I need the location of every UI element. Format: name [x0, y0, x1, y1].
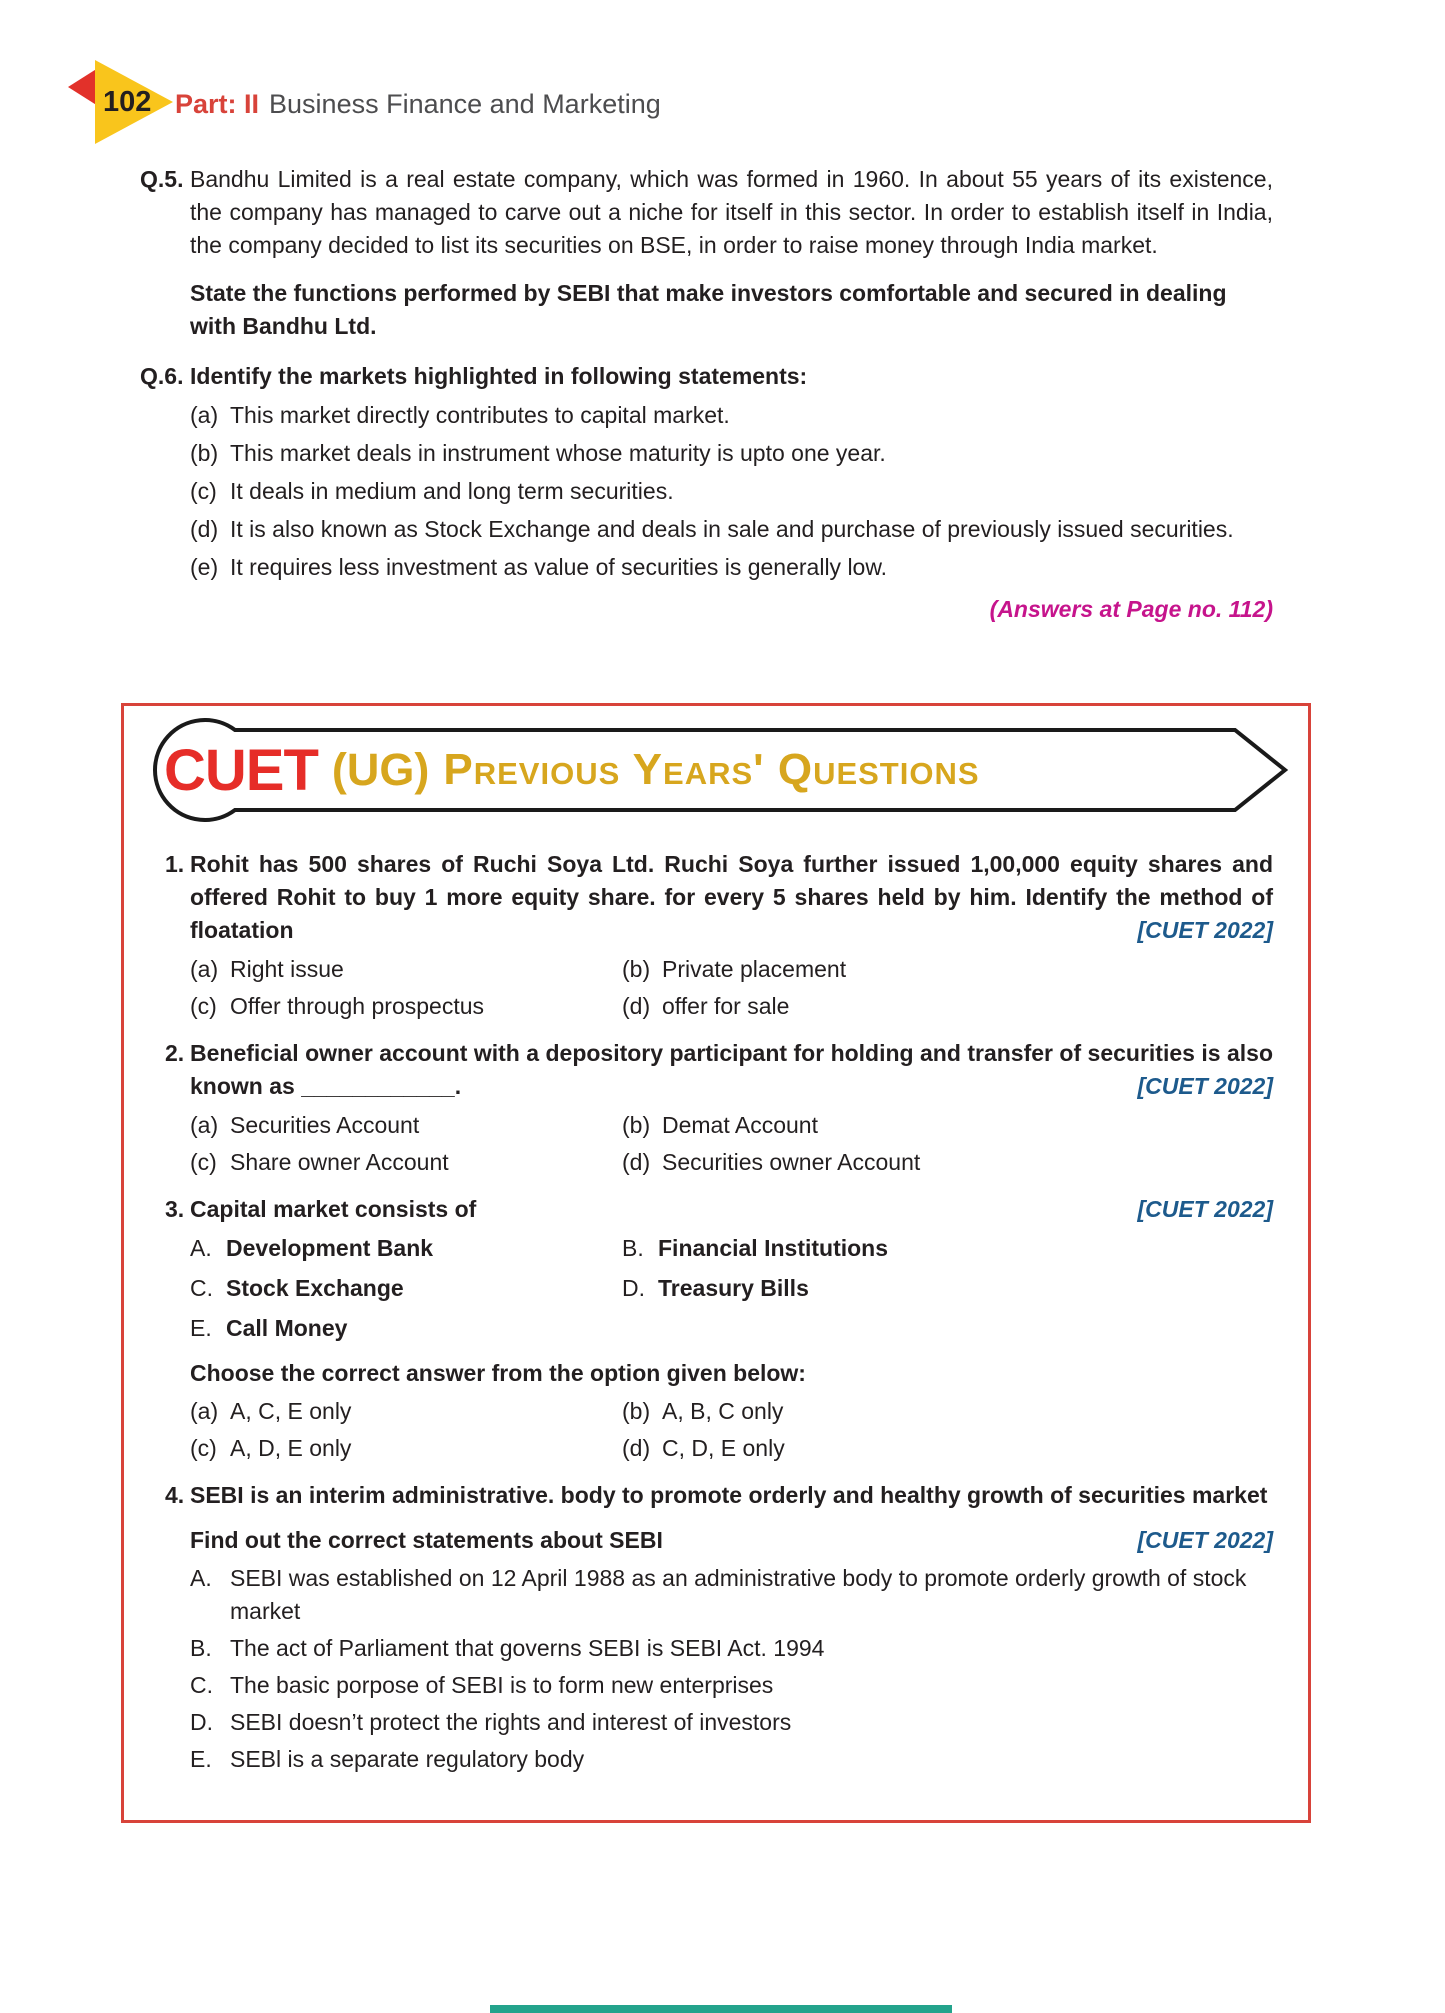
instruction-text: Choose the correct answer from the option given below: [190, 1360, 806, 1386]
question-stem [190, 1193, 1273, 1226]
option-text: Right issue [230, 956, 344, 982]
statement-label: E. [190, 1746, 212, 1772]
statement-text: The basic porpose of SEBI is to form new enterprises [230, 1672, 774, 1698]
part-title: Business Finance and Marketing [269, 89, 661, 119]
option-label: (a) [190, 1112, 219, 1138]
subitem-label: (d) [190, 516, 219, 542]
question-instruction [190, 1524, 1273, 1557]
option-item [190, 1109, 622, 1142]
statement-label: A. [190, 1565, 212, 1591]
choice-text: Treasury Bills [658, 1275, 809, 1301]
answers-note: (Answers at Page no. 112) [989, 596, 1273, 622]
subitem-label: (c) [190, 478, 217, 504]
subitem-text: It deals in medium and long term securities. [230, 478, 674, 504]
option-item [622, 1432, 1273, 1465]
option-text: offer for sale [662, 993, 790, 1019]
option-text: A, D, E only [230, 1435, 352, 1461]
choice-item [190, 1232, 622, 1265]
option-item [190, 1432, 622, 1465]
choice-label: B. [622, 1235, 644, 1261]
option-text: Securities Account [230, 1112, 420, 1138]
option-row [190, 1395, 1273, 1428]
subitem-label: (b) [190, 440, 219, 466]
subitem-label: (e) [190, 554, 219, 580]
question-stem [190, 1037, 1273, 1103]
option-row [190, 1432, 1273, 1465]
exercise-subitem [190, 513, 1273, 546]
option-text: C, D, E only [662, 1435, 785, 1461]
statement-label: C. [190, 1672, 213, 1698]
option-label: (b) [622, 956, 651, 982]
statement-text: SEBl is a separate regulatory body [230, 1746, 585, 1772]
exercise-subitem [190, 437, 1273, 470]
choice-text: Financial Institutions [658, 1235, 889, 1261]
red-triangle-icon [68, 68, 98, 106]
option-label: (a) [190, 956, 219, 982]
subitem-text: This market deals in instrument whose maturity is upto one year. [230, 440, 886, 466]
exercise-subitem [190, 475, 1273, 508]
page-bottom-accent-bar [490, 2005, 952, 2013]
choice-item [622, 1232, 1273, 1265]
option-text: Offer through prospectus [230, 993, 484, 1019]
question-number: 4. [165, 1482, 185, 1508]
subitem-label: (a) [190, 402, 219, 428]
option-text: Share owner Account [230, 1149, 449, 1175]
choice-list-row [190, 1272, 1273, 1305]
option-label: (c) [190, 993, 217, 1019]
statement-text: SEBI doesn’t protect the rights and interest of investors [230, 1709, 792, 1735]
statement-text: The act of Parliament that governs SEBI is SEBI Act. 1994 [230, 1635, 825, 1661]
cite-tag: [CUET 2022] [1137, 917, 1273, 943]
cuet-banner-text [164, 718, 980, 822]
cite-tag: [CUET 2022] [1137, 1527, 1273, 1553]
option-row [190, 1146, 1273, 1179]
cuet-question [165, 1193, 1273, 1465]
statement-row [190, 1632, 1273, 1665]
choice-list-row [190, 1312, 1273, 1345]
subitem-text: It is also known as Stock Exchange and deals in sale and purchase of previously issued securities. [230, 516, 1234, 542]
option-label: (d) [622, 1149, 651, 1175]
choice-text: Call Money [226, 1315, 348, 1341]
option-label: (c) [190, 1149, 217, 1175]
option-item [190, 1146, 622, 1179]
option-text: Securities owner Account [662, 1149, 921, 1175]
option-item [622, 1395, 1273, 1428]
question-stem: Identify the markets highlighted in following statements: [190, 363, 808, 389]
cite-tag: [CUET 2022] [1137, 1196, 1273, 1222]
question-directive: State the functions performed by SEBI that make investors comfortable and secured in dealing with Bandhu Ltd. [190, 280, 1227, 339]
choice-item [190, 1312, 1273, 1345]
exercise-subitem [190, 551, 1273, 584]
choice-label: C. [190, 1275, 213, 1301]
cuet-level: (UG) [331, 744, 430, 795]
choice-text: Development Bank [226, 1235, 434, 1261]
statement-label: B. [190, 1635, 212, 1661]
question-stem-text: SEBI is an interim administrative. body to promote orderly and healthy growth of securities market [190, 1482, 1268, 1508]
option-row [190, 990, 1273, 1023]
choice-item [622, 1272, 1273, 1305]
exercise-section [140, 163, 1273, 623]
option-label: (b) [622, 1398, 651, 1424]
option-item [622, 1109, 1273, 1142]
question-number: 1. [165, 851, 185, 877]
cite-tag: [CUET 2022] [1137, 1073, 1273, 1099]
choice-label: A. [190, 1235, 212, 1261]
cuet-questions-list [124, 822, 1308, 1776]
question-q6 [140, 360, 1273, 584]
cuet-section-box [121, 703, 1311, 1823]
question-stem [190, 848, 1273, 947]
cuet-banner [130, 718, 1296, 822]
question-number: 3. [165, 1196, 185, 1222]
option-label: (d) [622, 1435, 651, 1461]
statement-row [190, 1706, 1273, 1739]
cuet-banner-title: Previous Years' Questions [443, 745, 980, 794]
cuet-brand: CUET [164, 737, 318, 803]
option-item [190, 990, 622, 1023]
option-row [190, 1109, 1273, 1142]
cuet-question [165, 1479, 1273, 1776]
page-header [60, 56, 1160, 146]
option-text: A, B, C only [662, 1398, 784, 1424]
question-subitems [190, 399, 1273, 584]
part-label: Part: II [175, 89, 260, 119]
question-stem [190, 1479, 1273, 1512]
question-stem-text: Beneficial owner account with a depository participant for holding and transfer of securities is also known as ____________. [190, 1040, 1273, 1099]
option-label: (d) [622, 993, 651, 1019]
question-stem-text: Rohit has 500 shares of Ruchi Soya Ltd. Ruchi Soya further issued 1,00,000 equity shares and offered Rohit to buy 1 more equity share. for every 5 shares held by him. Identify the method of floatation [190, 851, 1273, 943]
statement-row [190, 1669, 1273, 1702]
question-q5 [140, 163, 1273, 343]
question-paragraph: Bandhu Limited is a real estate company, which was formed in 1960. In about 55 years of its existence, the company has managed to carve out a niche for itself in this sector. In order to establish itself in India, the company decided to list its securities on BSE, in order to raise money through India market. [190, 166, 1273, 258]
option-label: (c) [190, 1435, 217, 1461]
choice-label: D. [622, 1275, 645, 1301]
statement-text: SEBI was established on 12 April 1988 as an administrative body to promote orderly growth of stock market [230, 1565, 1247, 1624]
statement-row [190, 1743, 1273, 1776]
question-label: Q.5. [140, 166, 184, 192]
option-text: Private placement [662, 956, 847, 982]
option-item [622, 1146, 1273, 1179]
running-head [175, 89, 661, 120]
page-number: 102 [103, 86, 152, 118]
choice-item [190, 1272, 622, 1305]
question-label: Q.6. [140, 363, 184, 389]
option-label: (b) [622, 1112, 651, 1138]
option-text: A, C, E only [230, 1398, 352, 1424]
statement-label: D. [190, 1709, 213, 1735]
cuet-question [165, 848, 1273, 1023]
option-item [190, 1395, 622, 1428]
option-label: (a) [190, 1398, 219, 1424]
question-stem-text: Capital market consists of [190, 1196, 477, 1222]
option-item [622, 953, 1273, 986]
subitem-text: It requires less investment as value of securities is generally low. [230, 554, 888, 580]
subitem-text: This market directly contributes to capital market. [230, 402, 730, 428]
statement-row [190, 1562, 1273, 1628]
cuet-question [165, 1037, 1273, 1179]
choice-list-row [190, 1232, 1273, 1265]
instruction-text: Find out the correct statements about SEBI [190, 1527, 663, 1553]
option-item [190, 953, 622, 986]
option-item [622, 990, 1273, 1023]
choice-text: Stock Exchange [226, 1275, 404, 1301]
option-row [190, 953, 1273, 986]
option-text: Demat Account [662, 1112, 818, 1138]
choice-label: E. [190, 1315, 212, 1341]
question-number: 2. [165, 1040, 185, 1066]
question-instruction [190, 1357, 1273, 1390]
exercise-subitem [190, 399, 1273, 432]
